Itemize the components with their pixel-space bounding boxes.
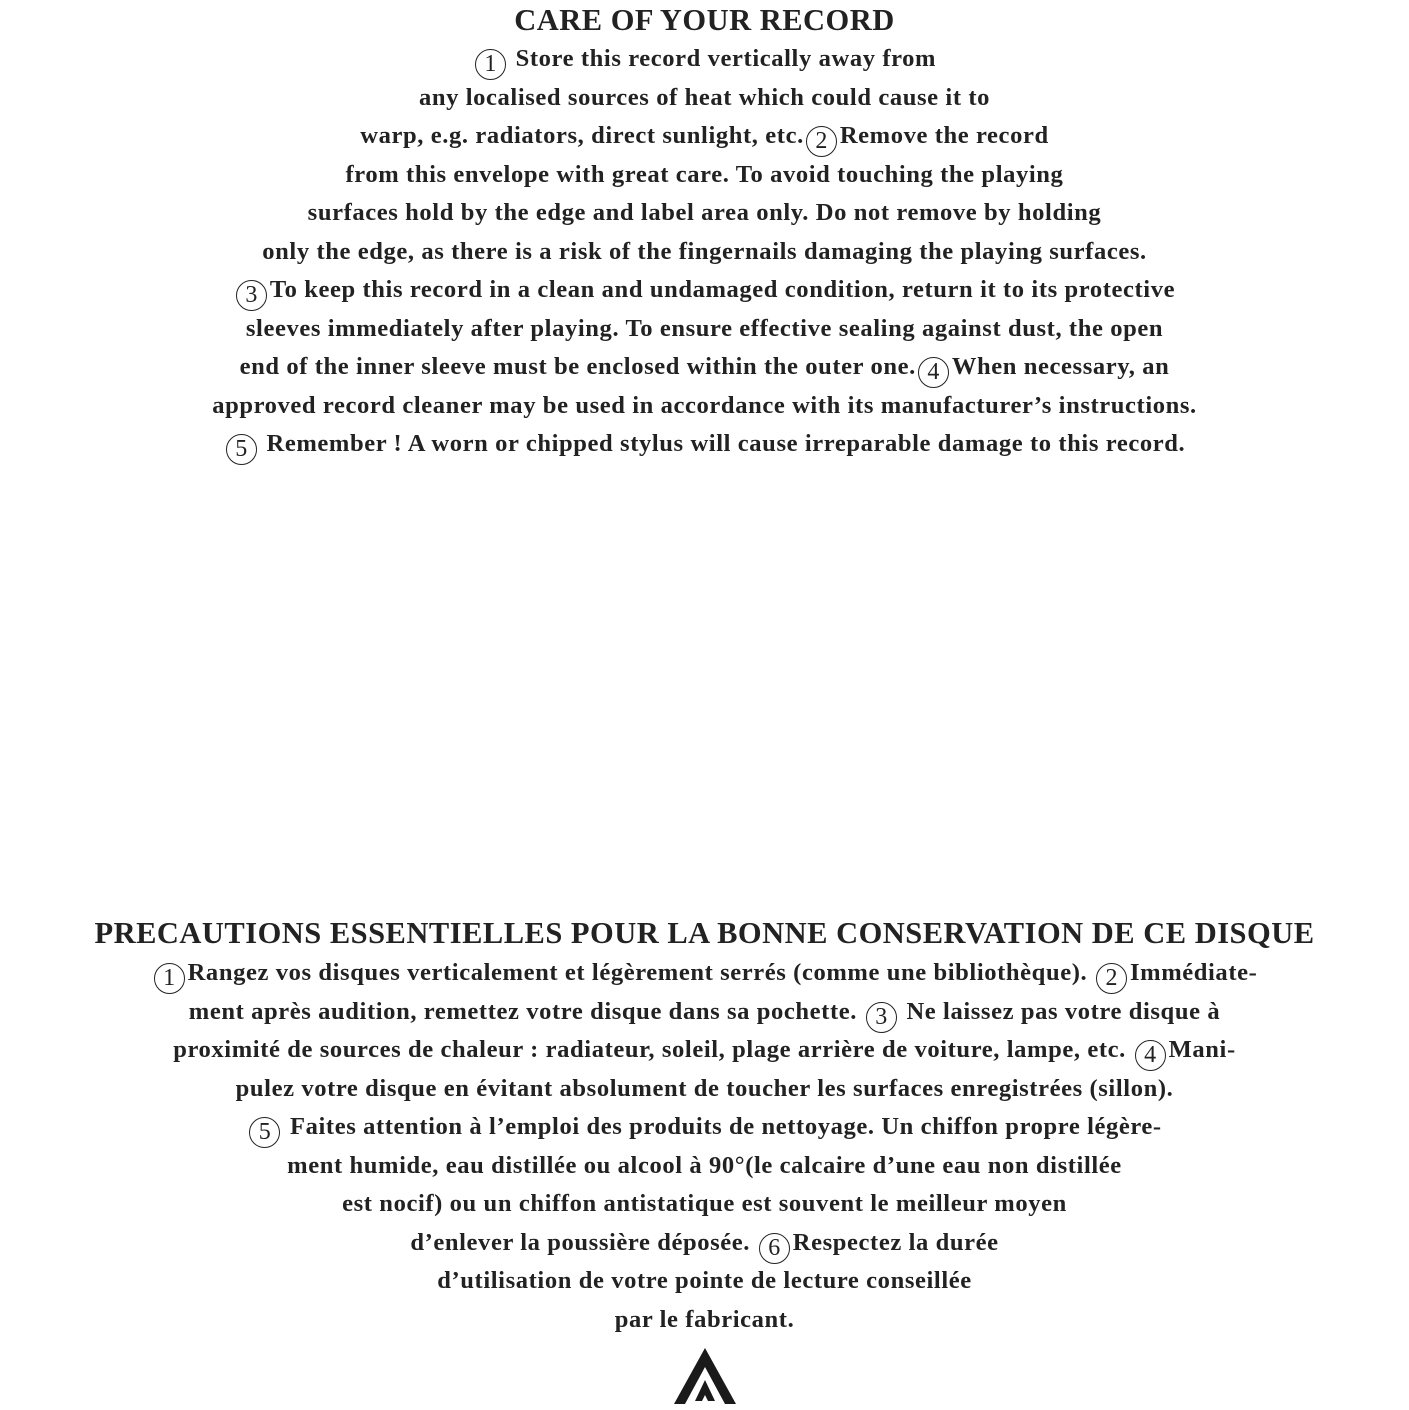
- english-text: from this envelope with great care. To avoid touching the playing: [345, 160, 1064, 188]
- english-text: Remember ! A worn or chipped stylus will cause irreparable damage to this record.: [259, 430, 1186, 457]
- circled-number-3: 3: [236, 280, 267, 311]
- english-line: [0, 194, 1409, 233]
- french-line: [0, 1031, 1409, 1070]
- circled-number-4: 4: [918, 357, 949, 388]
- circled-number-5: 5: [249, 1117, 280, 1148]
- french-line: [0, 1185, 1409, 1224]
- english-text: sleeves immediately after playing. To ensure effective sealing against dust, the open: [245, 314, 1164, 342]
- french-text: d’enlever la poussière déposée.: [410, 1228, 757, 1256]
- french-text: est nocif) ou un chiffon antistatique est souvent le meilleur moyen: [342, 1190, 1067, 1217]
- french-line: [0, 993, 1409, 1032]
- english-text: surfaces hold by the edge and label area only. Do not remove by holding: [307, 199, 1102, 226]
- english-text: When necessary, an: [951, 353, 1170, 380]
- french-text: proximité de sources de chaleur : radiateur, soleil, plage arrière de voiture, lampe, etc.: [173, 1036, 1133, 1063]
- english-line: [0, 156, 1409, 195]
- french-text: ment humide, eau distillée ou alcool à 90°(le calcaire d’une eau non distillée: [287, 1151, 1122, 1179]
- english-text: end of the inner sleeve must be enclosed within the outer one.: [239, 353, 916, 380]
- english-line: [0, 425, 1409, 464]
- french-text: Mani-: [1168, 1036, 1236, 1063]
- french-line: [0, 1224, 1409, 1263]
- circled-number-6: 6: [759, 1233, 790, 1264]
- triangle-logo-icon: [672, 1346, 738, 1410]
- french-text: d’utilisation de votre pointe de lecture conseillée: [437, 1267, 972, 1294]
- english-text: Store this record vertically away from: [508, 45, 937, 72]
- french-text: Immédiate-: [1129, 959, 1258, 986]
- english-line: [0, 310, 1409, 349]
- circled-number-2: 2: [806, 126, 837, 157]
- circled-number-2: 2: [1096, 963, 1127, 994]
- french-text: Rangez vos disques verticalement et légèrement serrés (comme une bibliothèque).: [187, 959, 1094, 986]
- english-line: [0, 117, 1409, 156]
- french-line: [0, 1262, 1409, 1301]
- french-text: ment après audition, remettez votre disque dans sa pochette.: [188, 997, 864, 1025]
- english-text: warp, e.g. radiators, direct sunlight, etc.: [360, 122, 804, 149]
- circled-number-3: 3: [866, 1002, 897, 1033]
- french-text: Respectez la durée: [792, 1228, 999, 1256]
- english-care-instructions: [0, 0, 1409, 464]
- english-line: [0, 233, 1409, 272]
- french-care-instructions: [0, 912, 1409, 1339]
- french-text: Ne laissez pas votre disque à: [899, 997, 1221, 1025]
- french-title: PRECAUTIONS ESSENTIELLES POUR LA BONNE CONSERVATION DE CE DISQUE: [94, 916, 1315, 950]
- english-line: [0, 348, 1409, 387]
- english-title: CARE OF YOUR RECORD: [514, 3, 895, 37]
- english-line: [0, 271, 1409, 310]
- circled-number-5: 5: [226, 434, 257, 465]
- circled-number-4: 4: [1135, 1040, 1166, 1071]
- english-text: only the edge, as there is a risk of the fingernails damaging the playing surfaces.: [262, 237, 1147, 265]
- french-text: par le fabricant.: [614, 1305, 795, 1333]
- circled-number-1: 1: [475, 49, 506, 80]
- english-text: any localised sources of heat which could cause it to: [418, 83, 991, 111]
- french-line: [0, 1147, 1409, 1186]
- french-line: [0, 1301, 1409, 1340]
- english-line: [0, 387, 1409, 426]
- french-text: pulez votre disque en évitant absolument de toucher les surfaces enregistrées (sillon).: [235, 1074, 1174, 1102]
- english-text: Remove the record: [839, 122, 1049, 149]
- english-text: approved record cleaner may be used in accordance with its manufacturer’s instructions.: [212, 391, 1197, 419]
- circled-number-1: 1: [154, 963, 185, 994]
- french-line: [0, 954, 1409, 993]
- english-line: [0, 79, 1409, 118]
- french-body: [0, 954, 1409, 1339]
- french-line: [0, 1108, 1409, 1147]
- french-text: Faites attention à l’emploi des produits de nettoyage. Un chiffon propre légère-: [283, 1113, 1162, 1140]
- english-text: To keep this record in a clean and undamaged condition, return it to its protective: [269, 276, 1176, 303]
- english-line: [0, 40, 1409, 79]
- french-line: [0, 1070, 1409, 1109]
- english-body: [0, 40, 1409, 464]
